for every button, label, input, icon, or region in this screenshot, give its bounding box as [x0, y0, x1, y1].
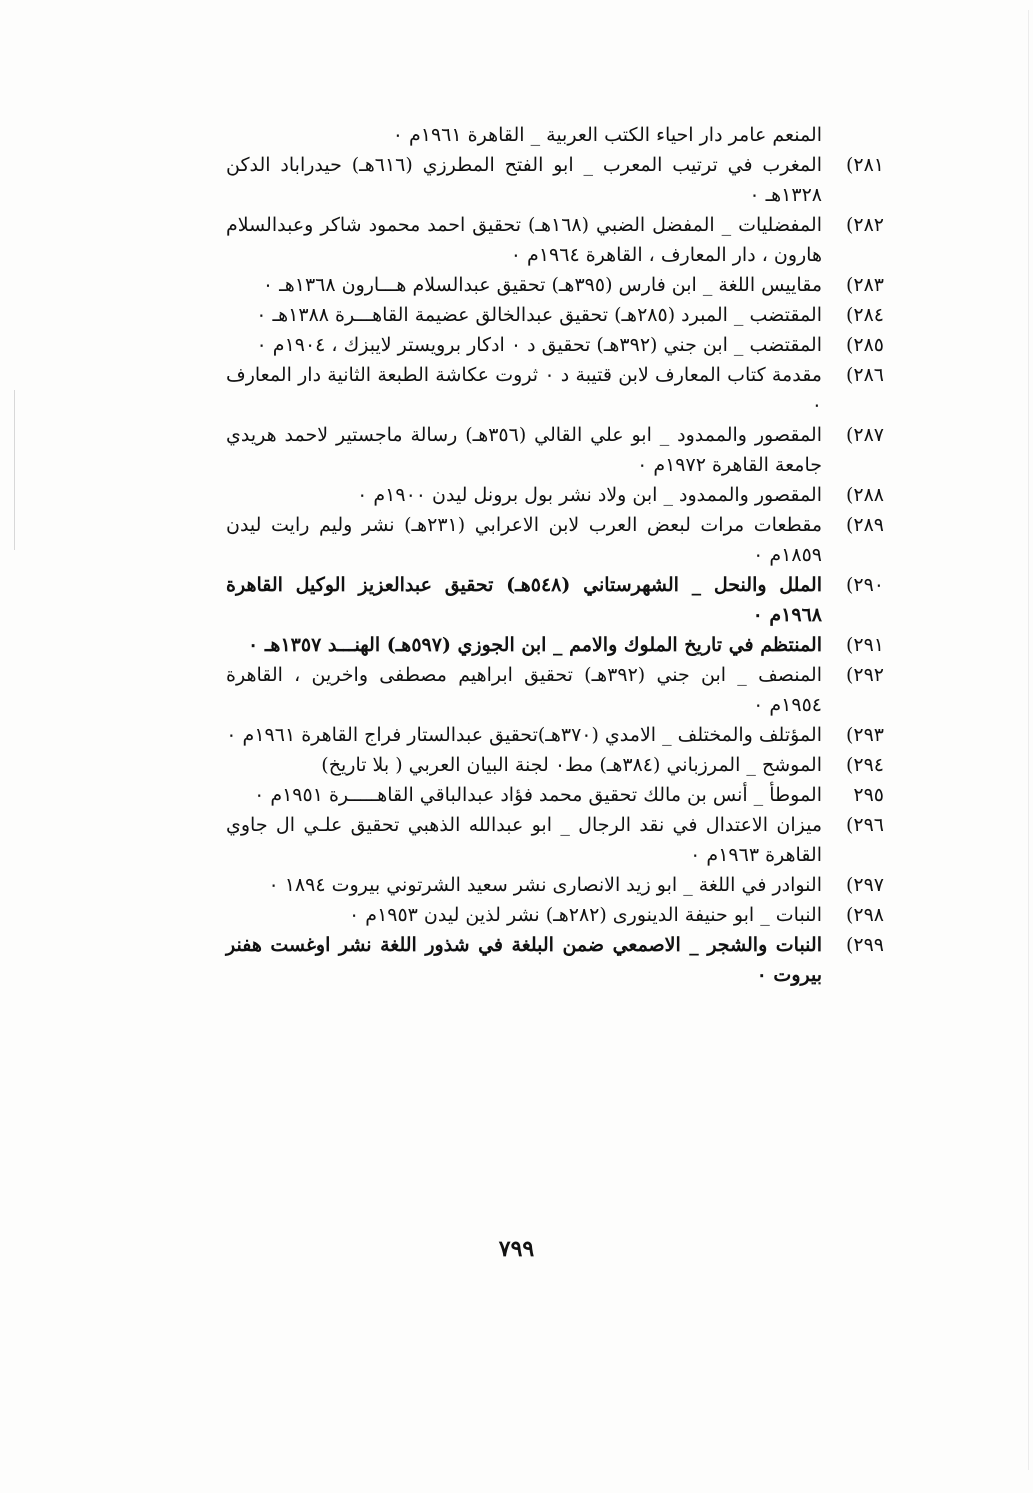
- entry-number: ٢٩٧): [845, 874, 884, 896]
- entry-text: المغرب في ترتيب المعرب _ ابو الفتح المطرزي (٦١٦هـ) حيدراباد الدكن ١٣٢٨هـ ٠: [226, 154, 822, 206]
- bibliography-entry: [226, 150, 884, 210]
- entry-number: ٢٩٣): [845, 724, 884, 746]
- entry-number: ٢٨٦): [845, 364, 884, 386]
- entry-text: المقصور والممدود _ ابن ولاد نشر بول برونل ليدن ١٩٠٠م ٠: [357, 484, 822, 506]
- entries: [226, 150, 884, 990]
- entry-text: النوادر في اللغة _ ابو زيد الانصارى نشر سعيد الشرتوني بيروت ١٨٩٤ ٠: [268, 874, 822, 896]
- bibliography-entry: [226, 330, 884, 360]
- entry-text: مقاييس اللغة _ ابن فارس (٣٩٥هـ) تحقيق عبدالسلام هـــارون ١٣٦٨هـ ٠: [262, 274, 822, 296]
- entry-number: ٢٩١): [845, 634, 884, 656]
- entry-text: المنعم عامر دار احياء الكتب العربية _ القاهرة ١٩٦١م ٠: [392, 124, 822, 146]
- entry-text: ميزان الاعتدال في نقد الرجال _ ابو عبدالله الذهبي تحقيق علـي ال جاوي القاهرة ١٩٦٣م ٠: [226, 814, 822, 866]
- entry-number: ٢٩٥: [853, 784, 884, 806]
- entry-text: المقتضب _ ابن جني (٣٩٢هـ) تحقيق د ٠ ادكار برويستر لايبزك ، ١٩٠٤م ٠: [256, 334, 822, 356]
- bibliography-entry: [226, 420, 884, 480]
- bibliography-entry: [226, 210, 884, 270]
- entry-number: ٢٩٦): [845, 814, 884, 836]
- bibliography-entry: [226, 660, 884, 720]
- entry-text: النبات _ ابو حنيفة الدينورى (٢٨٢هـ) نشر لذين ليدن ١٩٥٣م ٠: [349, 904, 822, 926]
- entry-text: المنتظم في تاريخ الملوك والامم _ ابن الجوزي (٥٩٧هـ) الهنـــد ١٣٥٧هـ ٠: [248, 634, 822, 656]
- bibliography-entry: [226, 270, 884, 300]
- bibliography-entry: [226, 570, 884, 630]
- page-number: ٧٩٩: [498, 1236, 535, 1262]
- bibliography-entry: [226, 870, 884, 900]
- bibliography-entry: [226, 630, 884, 660]
- entry-number: ٢٨٣): [845, 274, 884, 296]
- entry-number: ٢٨٨): [845, 484, 884, 506]
- entry-number: ٢٨٤): [845, 304, 884, 326]
- entry-text: مقطعات مرات لبعض العرب لابن الاعرابي (٢٣١هـ) نشر وليم رايت ليدن ١٨٥٩م ٠: [226, 514, 823, 566]
- bibliography-entry: [226, 510, 884, 570]
- bibliography-entry: [226, 720, 884, 750]
- bibliography-entry: [226, 300, 884, 330]
- bibliography-entry: [226, 810, 884, 870]
- bibliography-list: [226, 120, 884, 990]
- entry-number: ٢٨٢): [845, 214, 884, 236]
- entry-number: ٢٨٥): [845, 334, 884, 356]
- entry-number: ٢٩٩): [845, 934, 884, 956]
- entry-text: المفضليات _ المفضل الضبي (١٦٨هـ) تحقيق احمد محمود شاكر وعبدالسلام هارون ، دار المعارف ، القاهرة ١٩٦٤م ٠: [226, 214, 822, 266]
- entry-number: ٢٩٢): [845, 664, 884, 686]
- scan-edge-mark: [14, 390, 15, 550]
- entry-text: النبات والشجر _ الاصمعي ضمن البلغة في شذور اللغة نشر اوغست هفنر بيروت ٠: [226, 934, 822, 986]
- continuation-line: [226, 120, 884, 150]
- entry-text: الملل والنحل _ الشهرستاني (٥٤٨هـ) تحقيق عبدالعزيز الوكيل القاهرة ١٩٦٨م ٠: [226, 574, 822, 626]
- bibliography-entry: [226, 780, 884, 810]
- entry-text: مقدمة كتاب المعارف لابن قتيبة د ٠ ثروت عكاشة الطبعة الثانية دار المعارف ٠: [226, 364, 822, 416]
- entry-number: ٢٨٧): [845, 424, 884, 446]
- entry-number: ٢٩٤): [845, 754, 884, 776]
- bibliography-entry: [226, 750, 884, 780]
- entry-text: الموطأ _ أنس بن مالك تحقيق محمد فؤاد عبدالباقي القاهـــــرة ١٩٥١م ٠: [254, 784, 822, 806]
- entry-number: ٢٨٩): [845, 514, 884, 536]
- entry-number: ٢٩٨): [845, 904, 884, 926]
- bibliography-entry: [226, 360, 884, 420]
- entry-number: ٢٩٠): [845, 574, 884, 596]
- entry-text: المقصور والممدود _ ابو علي القالي (٣٥٦هـ) رسالة ماجستير لاحمد هريدي جامعة القاهرة ١٩٧٢م ٠: [226, 424, 822, 476]
- entry-text: الموشح _ المرزباني (٣٨٤هـ) مط٠ لجنة البيان العربي ( بلا تاريخ): [321, 754, 822, 776]
- bibliography-entry: [226, 930, 884, 990]
- entry-text: المنصف _ ابن جني (٣٩٢هـ) تحقيق ابراهيم مصطفى واخرين ، القاهرة ١٩٥٤م ٠: [226, 664, 822, 716]
- entry-text: المقتضب _ المبرد (٢٨٥هـ) تحقيق عبدالخالق عضيمة القاهـــرة ١٣٨٨هـ ٠: [256, 304, 822, 326]
- entry-text: المؤتلف والمختلف _ الامدي (٣٧٠هـ)تحقيق عبدالستار فراج القاهرة ١٩٦١م ٠: [226, 724, 822, 746]
- bibliography-entry: [226, 900, 884, 930]
- bibliography-entry: [226, 480, 884, 510]
- entry-number: ٢٨١): [845, 154, 884, 176]
